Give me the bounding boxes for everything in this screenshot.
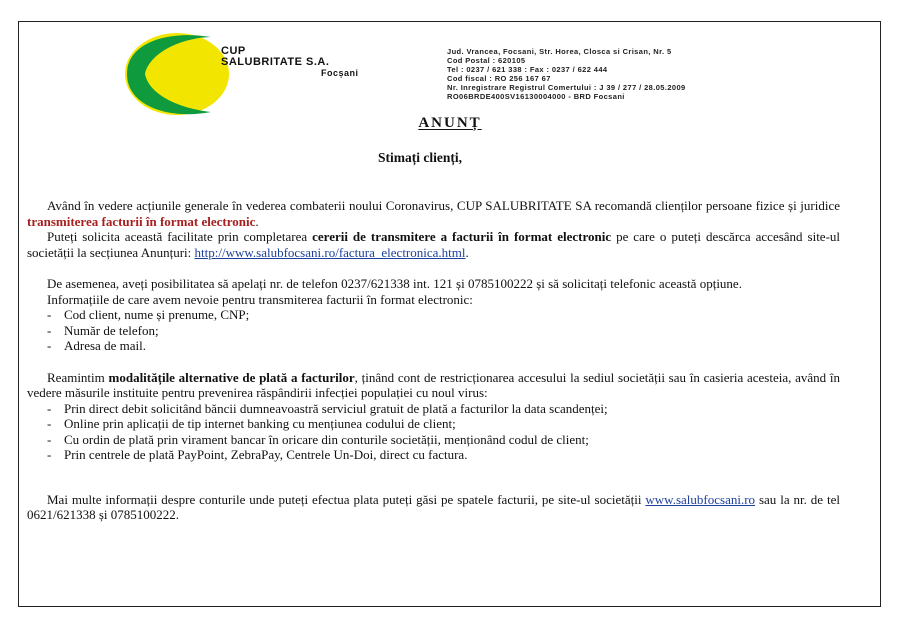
document-title-text: ANUNȚ — [418, 115, 482, 131]
paragraph-phone: De asemenea, aveți posibilitatea să apelați nr. de telefon 0237/621338 int. 121 și 0785100222 și să solicitați telefonic această opțiune. — [47, 276, 742, 291]
contact-bank-account: RO06BRDE400SV16130004000 - BRD Focsani — [447, 92, 625, 101]
list-item: - Număr de telefon; — [27, 323, 840, 339]
paragraph-text: , ținând cont de restricționarea accesului la sediul societății sau în casieria acesteia, având în vedere măsurile instituite pentru prevenirea răspândirii infecției populației cu noul virus: — [27, 369, 840, 400]
contact-fiscal-code: Cod fiscal : RO 256 167 67 — [447, 74, 551, 83]
paragraph-more-info — [27, 492, 840, 523]
contact-postal-code: Cod Postal : 620105 — [447, 56, 526, 65]
paragraph-payment-methods — [27, 370, 840, 401]
spacer — [27, 463, 840, 492]
paragraph-text: Puteți solicita această facilitate prin completarea — [47, 229, 313, 244]
paragraph-coronavirus — [27, 198, 840, 229]
spacer — [27, 260, 840, 276]
list-item: - Prin centrele de plată PayPoint, ZebraPay, Centrele Un-Doi, direct cu factura. — [27, 447, 840, 463]
contact-registry: Nr. Inregistrare Registrul Comertului : J 39 / 277 / 28.05.2009 — [447, 83, 686, 92]
paragraph-text: sau la nr. de tel 0621/621338 și 0785100222. — [27, 491, 840, 522]
company-city: Focșani — [321, 68, 359, 78]
paragraph-text: . — [255, 213, 259, 229]
contact-phone-fax: Tel : 0237 / 621 338 : Fax : 0237 / 622 444 — [447, 65, 608, 74]
list-item: - Prin direct debit solicitând băncii dumneavoastră serviciul gratuit de plată a facturilor la data scandenței; — [27, 401, 840, 417]
logo-swoosh-icon — [119, 28, 229, 120]
info-list — [27, 307, 840, 354]
list-item: - Online prin aplicații de tip internet banking cu mențiunea codului de client; — [27, 416, 840, 432]
company-logo — [119, 28, 404, 120]
electronic-invoice-link[interactable]: http://www.salubfocsani.ro/factura_electronica.html — [194, 244, 466, 260]
company-name-line1: CUP — [221, 45, 246, 57]
list-item: - Adresa de mail. — [27, 338, 840, 354]
document-body — [27, 198, 840, 523]
spacer — [27, 354, 840, 370]
bold-payment-methods: modalitățile alternative de plată a facturilor — [108, 369, 355, 385]
paragraph-text: Având în vedere acțiunile generale în vederea combaterii noului Coronavirus, CUP SALUBRITATE SA recomandă clienților persoane fizice și juridice — [47, 198, 840, 213]
paragraph-request-form — [27, 229, 840, 260]
bold-request-form: cererii de transmitere a facturii în format electronic — [312, 229, 612, 244]
paragraph-text: Mai multe informații despre conturile unde puteți efectua plata puteți găsi pe spatele facturii, pe site-ul societății — [47, 491, 646, 507]
paragraph-info-needed: Informațiile de care avem nevoie pentru transmiterea facturii în format electronic: — [47, 291, 473, 307]
paragraph-text: pe care o puteți descărca accesând site-ul societății la secțiunea Anunțuri: — [27, 229, 841, 260]
payment-list — [27, 401, 840, 463]
highlight-electronic-invoice: transmiterea facturii în format electronic — [27, 213, 256, 229]
greeting: Stimați clienți, — [378, 150, 462, 165]
paragraph-text: . — [465, 244, 469, 260]
contact-details — [447, 47, 807, 101]
website-link[interactable]: www.salubfocsani.ro — [645, 491, 756, 507]
list-item: - Cu ordin de plată prin virament bancar în oricare din conturile societății, menționând codul de client; — [27, 432, 840, 448]
list-item: - Cod client, nume și prenume, CNP; — [27, 307, 840, 323]
paragraph-text: Reamintim — [47, 369, 109, 385]
contact-address: Jud. Vrancea, Focsani, Str. Horea, Closca si Crisan, Nr. 5 — [447, 47, 672, 56]
company-name-line2: SALUBRITATE S.A. — [221, 56, 330, 68]
document-title — [0, 115, 900, 132]
